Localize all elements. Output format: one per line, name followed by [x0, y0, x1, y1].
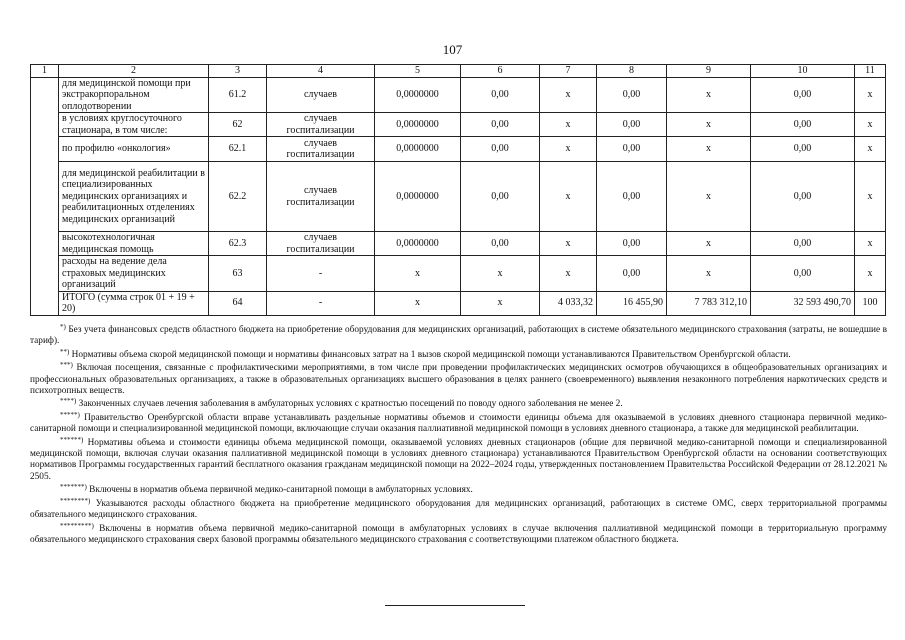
column-number: 6: [461, 65, 540, 78]
row-unit: случаев госпитализации: [267, 232, 375, 256]
cell-value: x: [461, 291, 540, 315]
cell-value: 0,00: [751, 77, 855, 113]
column-number: 9: [667, 65, 751, 78]
footnote-mark: *): [60, 323, 66, 331]
table-row: [31, 256, 886, 292]
footnote: [30, 410, 887, 436]
footnote-text: Включая посещения, связанные с профилактическими мероприятиями, в том числе при проведении профилактических медицинских осмотров обучающихся в общеобразовательных организациях и профессиональных образовательных организациях, а также в образовательных организациях высшего образования в целях раннего (своевременного) выявления незаконного потребления наркотических средств и психотропных веществ.: [30, 363, 887, 397]
cell-value: 0,00: [597, 113, 667, 137]
row-code: 61.2: [209, 77, 267, 113]
row-code: 63: [209, 256, 267, 292]
footnote-text: Включены в норматив объема первичной медико-санитарной помощи в амбулаторных условиях в случае включения паллиативной медицинской помощи в территориальную программу обязательного медицинского страхования сверх базовой программы обязательного медицинского страхования с соответствующими платежом областного бюджета.: [30, 523, 887, 545]
closing-divider: [385, 605, 525, 606]
cell-value: 0,00: [597, 256, 667, 292]
column-number: 2: [59, 65, 209, 78]
cell-value: 0,00: [751, 113, 855, 137]
row-number-cell: [31, 77, 59, 315]
page-number: 107: [442, 42, 463, 57]
cell-value: x: [540, 232, 597, 256]
cell-value: 100: [855, 291, 886, 315]
row-unit: случаев госпитализации: [267, 137, 375, 162]
cell-value: 0,00: [751, 162, 855, 232]
table-row-total: [31, 291, 886, 315]
cell-value: 0,00: [461, 162, 540, 232]
footnote-text: Включены в норматив объема первичной медико-санитарной помощи в амбулаторных условиях.: [89, 485, 473, 496]
footnote-text: Законченных случаев лечения заболевания в амбулаторных условиях с кратностью посещений по поводу одного заболевания не менее 2.: [78, 399, 623, 410]
row-code: 62.3: [209, 232, 267, 256]
footnote-text: Правительство Оренбургской области вправе устанавливать раздельные нормативы объемов и стоимости единицы объема для оказываемой в условиях дневного стационара первичной медико-санитарной помощи и специализированной медицинской помощи, включающие случаи оказания паллиативной медицинской помощи в условиях дневного стационара, а также для медицинской реабилитации.: [30, 412, 887, 435]
cell-value: x: [375, 291, 461, 315]
cell-value: x: [461, 256, 540, 292]
footnote-text: Указываются расходы областного бюджета на приобретение медицинского оборудования для медицинских организаций, работающих в системе ОМС, сверх территориальной программы обязательного медицинского страхования.: [30, 498, 887, 521]
footnote: [30, 399, 887, 410]
footnote-text: Без учета финансовых средств областного бюджета на приобретение оборудования для медицинских организаций, работающих в системе обязательного медицинского страхования (затраты, не вошедшие в тариф).: [30, 325, 887, 347]
column-number: 7: [540, 65, 597, 78]
row-code: 62.2: [209, 162, 267, 232]
cell-value: x: [667, 77, 751, 113]
cell-value: 0,00: [461, 232, 540, 256]
table-row: [31, 162, 886, 232]
cell-value: 0,0000000: [375, 232, 461, 256]
row-unit: -: [267, 256, 375, 292]
cell-value: x: [667, 256, 751, 292]
cell-value: 0,00: [751, 137, 855, 162]
cell-value: x: [667, 162, 751, 232]
footnote: [30, 435, 887, 484]
footnote-mark: ****): [60, 397, 77, 406]
cell-value: x: [540, 113, 597, 137]
cell-value: x: [855, 113, 886, 137]
cell-value: x: [540, 162, 597, 232]
norms-table: [30, 64, 886, 316]
cell-value: x: [375, 256, 461, 292]
column-number-row: [31, 65, 886, 78]
row-name: в условиях круглосуточного стационара, в том числе:: [59, 113, 209, 137]
column-number: 5: [375, 65, 461, 78]
cell-value: 0,00: [751, 256, 855, 292]
cell-value: x: [667, 232, 751, 256]
row-name: по профилю «онкология»: [59, 137, 209, 162]
cell-value: 0,0000000: [375, 77, 461, 113]
column-number: 8: [597, 65, 667, 78]
footnote-mark: ********): [60, 496, 91, 505]
footnote-mark: *****): [60, 410, 80, 419]
row-code: 62: [209, 113, 267, 137]
footnote-mark: ***): [60, 361, 73, 370]
cell-value: 0,0000000: [375, 113, 461, 137]
footnote-mark: **): [60, 347, 70, 356]
row-unit: случаев госпитализации: [267, 113, 375, 137]
column-number: 11: [855, 65, 886, 78]
cell-value: x: [540, 137, 597, 162]
cell-value: x: [855, 77, 886, 113]
column-number: 10: [751, 65, 855, 78]
cell-value: 16 455,90: [597, 291, 667, 315]
row-code: 64: [209, 291, 267, 315]
column-number: 4: [267, 65, 375, 78]
cell-value: x: [540, 77, 597, 113]
cell-value: x: [540, 256, 597, 292]
cell-value: 0,00: [597, 162, 667, 232]
cell-value: 0,00: [597, 137, 667, 162]
cell-value: 0,00: [751, 232, 855, 256]
column-number: 1: [31, 65, 59, 78]
row-code: 62.1: [209, 137, 267, 162]
cell-value: x: [667, 113, 751, 137]
cell-value: 32 593 490,70: [751, 291, 855, 315]
table-row: [31, 113, 886, 137]
footnote-text: Нормативы объема и стоимости единицы объема медицинской помощи, оказываемой условиях дневных стационаров (общие для первичной медико-санитарной помощи и специализированной медицинской помощи, включая случаи оказания паллиативной медицинской помощи в условиях дневного стационара) устанавливаются Правительством Оренбургской области на основании соответствующих нормативов Программы государственных гарантий бесплатного оказания гражданам медицинской помощи на 2022–2024 годы, утвержденных постановлением Правительства Российской Федерации от 28.12.2021 № 2505.: [30, 437, 887, 482]
cell-value: x: [855, 162, 886, 232]
cell-value: x: [855, 137, 886, 162]
row-name: расходы на ведение дела страховых медицинских организаций: [59, 256, 209, 292]
row-name: высокотехнологичная медицинская помощь: [59, 232, 209, 256]
row-name: для медицинской помощи при экстракорпоральном оплодотворении: [59, 77, 209, 113]
footnote: [30, 347, 887, 361]
table-row: [31, 232, 886, 256]
footnote: [30, 521, 887, 547]
cell-value: 0,00: [461, 137, 540, 162]
footnote-mark: *********): [60, 521, 94, 530]
cell-value: x: [667, 137, 751, 162]
cell-value: 4 033,32: [540, 291, 597, 315]
cell-value: x: [855, 232, 886, 256]
cell-value: 0,00: [461, 113, 540, 137]
table-row: [31, 137, 886, 162]
row-name: ИТОГО (сумма строк 01 + 19 + 20): [59, 291, 209, 315]
cell-value: x: [855, 256, 886, 292]
cell-value: 0,0000000: [375, 137, 461, 162]
footnote: [30, 325, 887, 348]
row-name: для медицинской реабилитации в специализированных медицинских организациях и реабилитационных отделениях медицинских организаций: [59, 162, 209, 232]
cell-value: 0,00: [597, 77, 667, 113]
cell-value: 0,00: [461, 77, 540, 113]
row-unit: случаев госпитализации: [267, 162, 375, 232]
table-row: [31, 77, 886, 113]
footnote-mark: *******): [60, 483, 87, 492]
footnotes: [30, 325, 887, 548]
cell-value: 0,00: [597, 232, 667, 256]
cell-value: 0,0000000: [375, 162, 461, 232]
footnote-mark: ******): [60, 435, 84, 444]
footnote: [30, 496, 887, 522]
column-number: 3: [209, 65, 267, 78]
footnote: [30, 363, 887, 397]
row-unit: -: [267, 291, 375, 315]
row-unit: случаев: [267, 77, 375, 113]
cell-value: 7 783 312,10: [667, 291, 751, 315]
footnote-text: Нормативы объема скорой медицинской помощи и нормативы финансовых затрат на 1 вызов скорой медицинской помощи устанавливаются Правительством Оренбургской области.: [71, 349, 791, 360]
footnote: [30, 485, 887, 496]
